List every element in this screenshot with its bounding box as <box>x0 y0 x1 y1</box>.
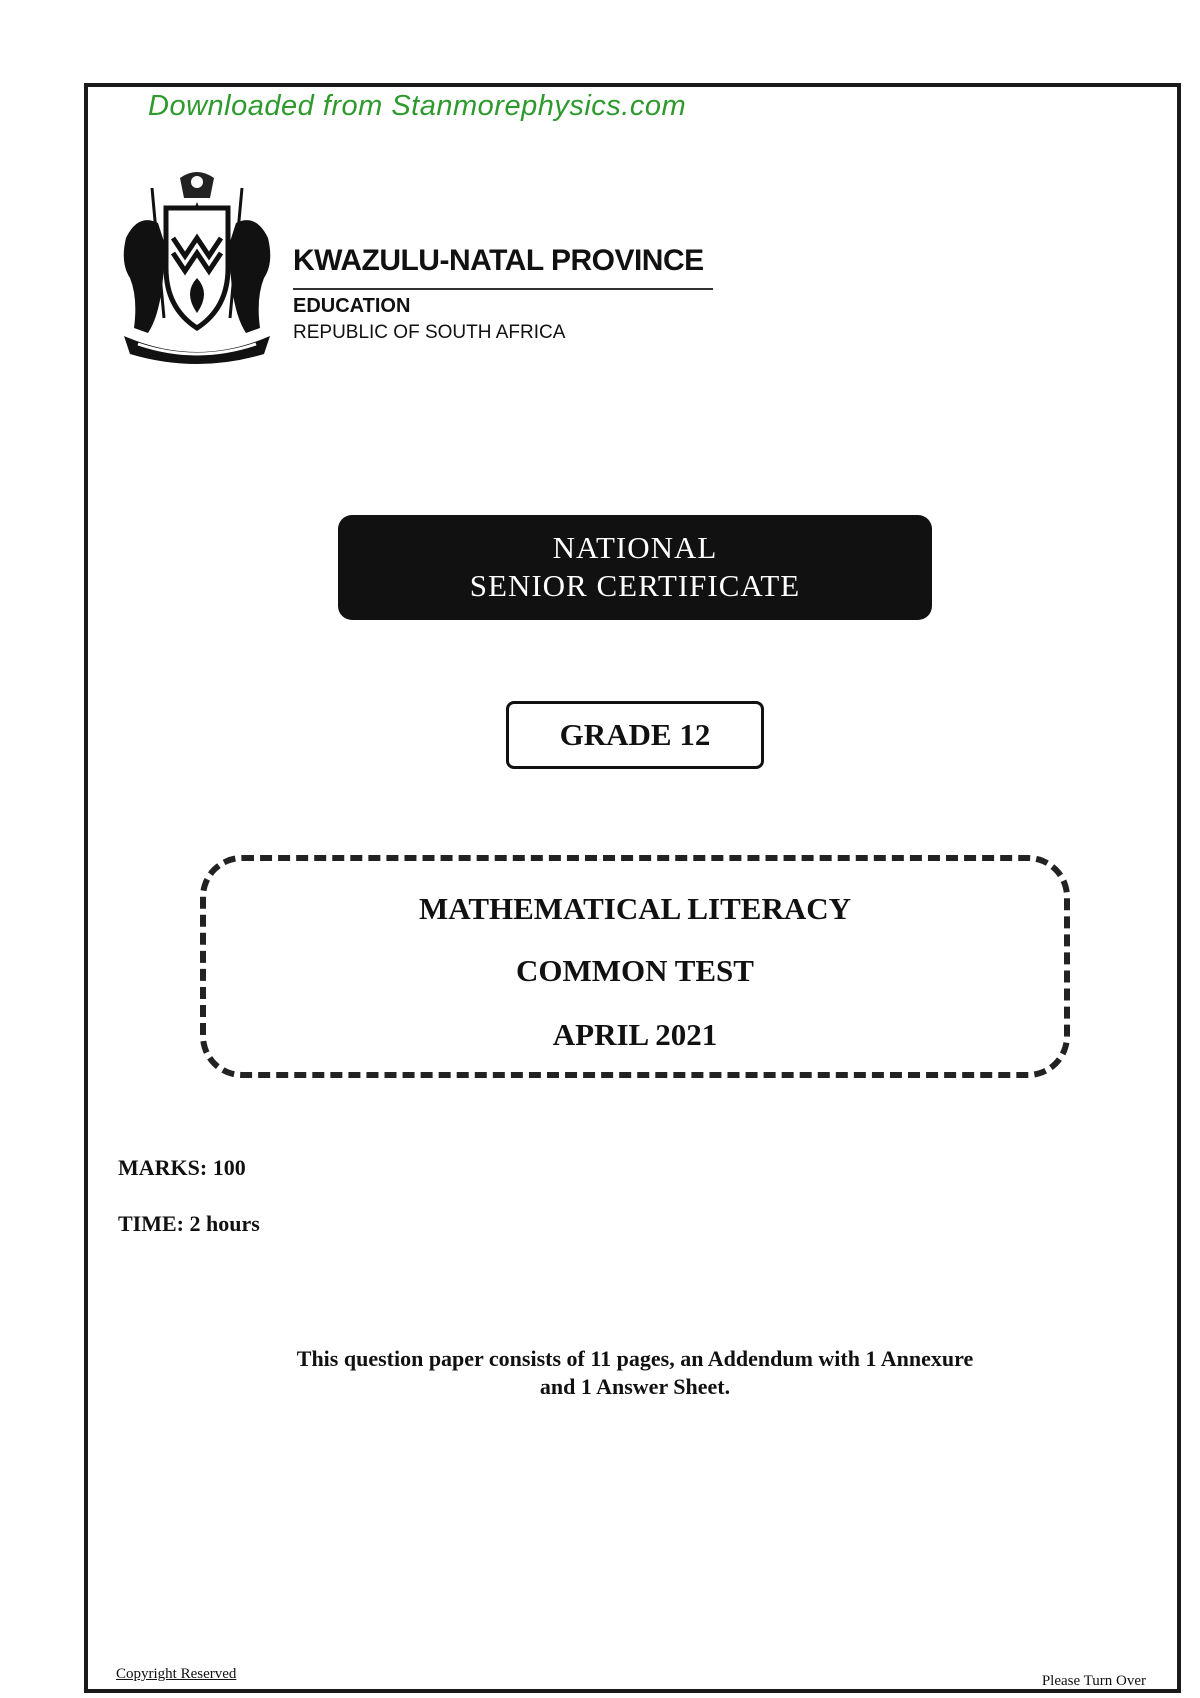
grade-label: GRADE 12 <box>506 701 764 769</box>
title-divider <box>293 288 713 290</box>
marks-label: MARKS: 100 <box>118 1155 246 1180</box>
province-title: KWAZULU-NATAL PROVINCE <box>293 244 704 277</box>
certificate-banner <box>338 515 932 620</box>
test-date: APRIL 2021 <box>552 1017 718 1052</box>
download-note: Downloaded from Stanmorephysics.com <box>148 90 687 122</box>
certificate-line-2: SENIOR CERTIFICATE <box>469 568 801 603</box>
coat-of-arms-icon <box>118 168 276 364</box>
paper-description-line-1: This question paper consists of 11 pages, an Addendum with 1 Annexure <box>296 1346 974 1371</box>
time-label: TIME: 2 hours <box>118 1211 260 1236</box>
paper-description-line-2: and 1 Answer Sheet. <box>539 1374 731 1399</box>
country-name: REPUBLIC OF SOUTH AFRICA <box>293 322 566 343</box>
turn-over-note: Please Turn Over <box>1041 1673 1146 1689</box>
copyright-notice: Copyright Reserved <box>116 1666 237 1682</box>
certificate-line-1: NATIONAL <box>552 530 718 565</box>
test-name: COMMON TEST <box>516 953 754 988</box>
subject-title: MATHEMATICAL LITERACY <box>418 891 852 926</box>
department-name: EDUCATION <box>293 295 411 317</box>
paper-description <box>200 1345 1070 1401</box>
subject-box <box>200 855 1070 1078</box>
